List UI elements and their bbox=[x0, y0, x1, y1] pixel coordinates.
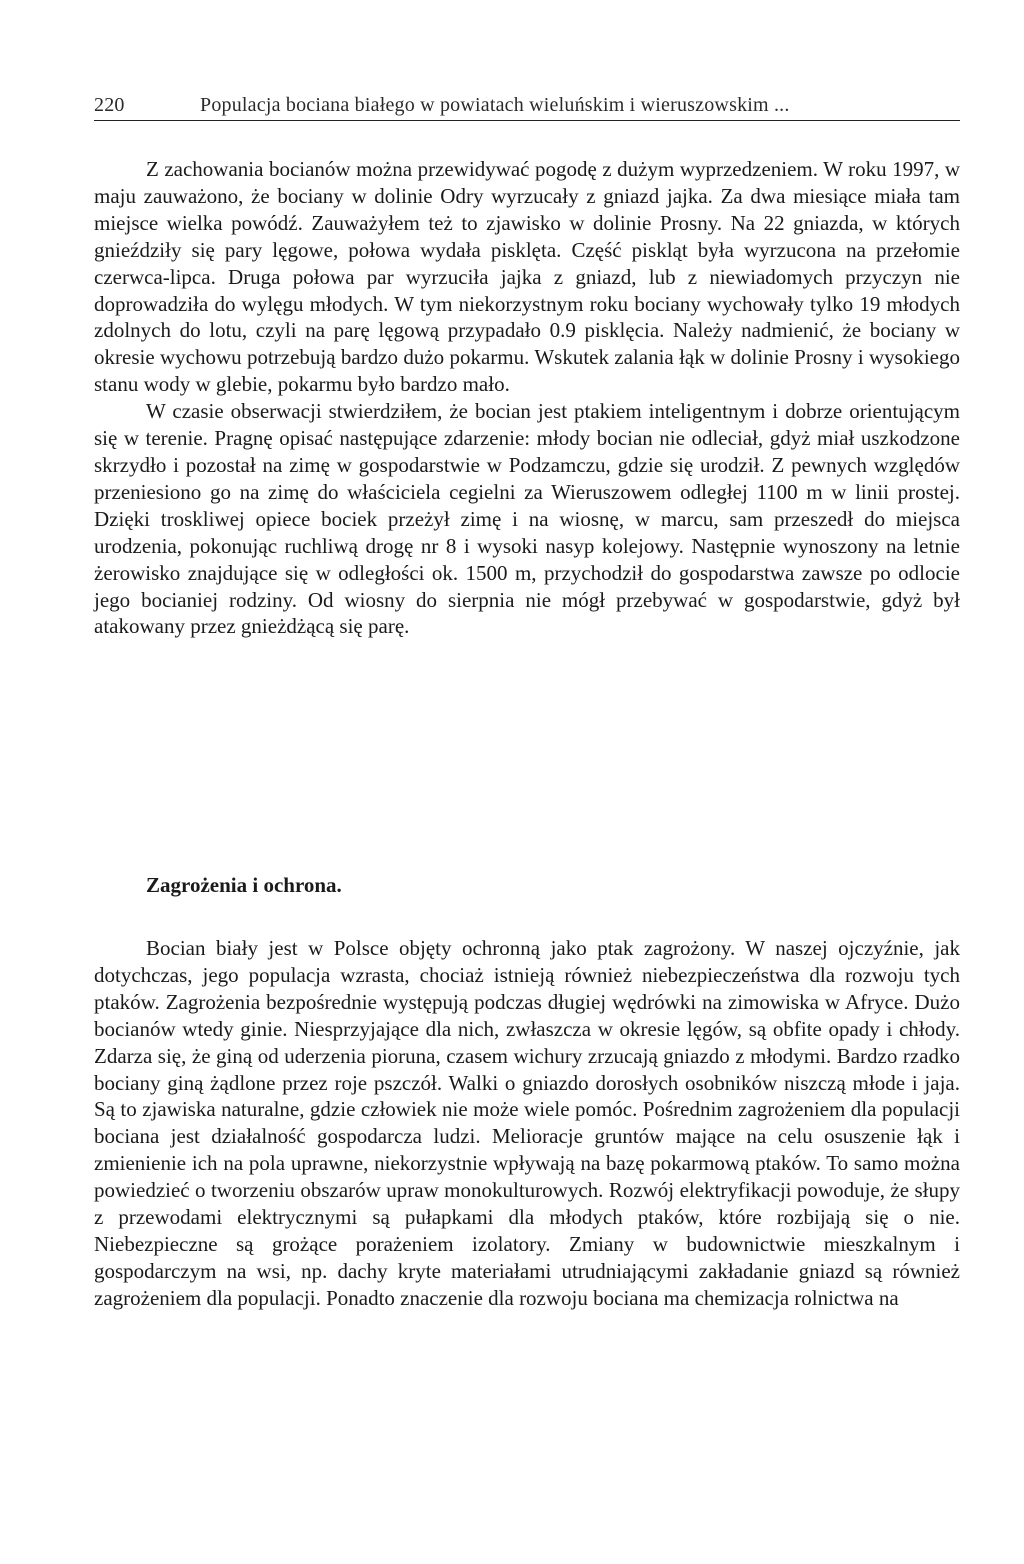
body-text-block bbox=[94, 156, 960, 640]
section-heading: Zagrożenia i ochrona. bbox=[146, 873, 342, 897]
page-number: 220 bbox=[94, 94, 125, 116]
paragraph: Bocian biały jest w Polsce objęty ochronną jako ptak zagrożony. W naszej ojczyźnie, jak dotychczas, jego populacja wzrasta, chociaż istnieją również niebezpieczeństwa dla rozwoju tych ptaków. Zagrożenia bezpośrednie występują podczas długiej wędrówki na zimowiska w Afryce. Dużo bocianów wtedy ginie. Niesprzyjające dla nich, zwłaszcza w okresie lęgów, są obfite opady i chłody. Zdarza się, że giną od uderzenia pioruna, czasem wichury zrzucają gniazdo z młodymi. Bardzo rzadko bociany giną żądlone przez roje pszczół. Walki o gniazdo dorosłych osobników niszczą młode i jaja. Są to zjawiska naturalne, gdzie człowiek nie może wiele pomóc. Pośrednim zagrożeniem dla populacji bociana jest działalność gospodarcza ludzi. Melioracje gruntów mające na celu osuszenie łąk i zmienienie ich na pola uprawne, niekorzystnie wpływają na bazę pokarmową ptaków. To samo można powiedzieć o tworzeniu obszarów upraw monokulturowych. Rozwój elektryfikacji powoduje, że słupy z przewodami elektrycznymi są pułapkami dla młodych ptaków, które rozbijają się o nie. Niebezpieczne są grożące porażeniem izolatory. Zmiany w budownictwie mieszkalnym i gospodarczym na wsi, np. dachy kryte materiałami utrudniającymi zakładanie gniazd są również zagrożeniem dla populacji. Ponadto znaczenie dla rozwoju bociana ma chemizacja rolnictwa na bbox=[94, 936, 960, 1310]
running-title: Populacja bociana białego w powiatach wieluńskim i wieruszowskim ... bbox=[200, 94, 790, 116]
paragraph: Z zachowania bocianów można przewidywać pogodę z dużym wyprzedzeniem. W roku 1997, w maju zauważono, że bociany w dolinie Odry wyrzucały z gniazd jajka. Za dwa miesiące miała tam miejsce wielka powódź. Zauważyłem też to zjawisko w dolinie Prosny. Na 22 gniazda, w których gnieździły się pary lęgowe, połowa wydała pisklęta. Część piskląt była wyrzucona na przełomie czerwca-lipca. Druga połowa par wyrzuciła jajka z gniazd, lub z niewiadomych przyczyn nie doprowadziła do wylęgu młodych. W tym niekorzystnym roku bociany wychowały tylko 19 młodych zdolnych do lotu, czyli na parę lęgową przypadało 0.9 pisklęcia. Należy nadmienić, że bociany w okresie wychowu potrzebują bardzo dużo pokarmu. Wskutek zalania łąk w dolinie Prosny i wysokiego stanu wody w glebie, pokarmu było bardzo mało. bbox=[94, 157, 960, 397]
running-header bbox=[94, 90, 960, 121]
section-text-block bbox=[94, 935, 960, 1312]
paragraph: W czasie obserwacji stwierdziłem, że bocian jest ptakiem inteligentnym i dobrze orientującym się w terenie. Pragnę opisać następujące zdarzenie: młody bocian nie odleciał, gdyż miał uszkodzone skrzydło i pozostał na zimę w gospodarstwie w Podzamczu, gdzie się urodził. Z pewnych względów przeniesiono go na zimę do właściciela cegielni za Wieruszowem odległej 1100 m w linii prostej. Dzięki troskliwej opiece bociek przeżył zimę i na wiosnę, w marcu, sam przeszedł do miejsca urodzenia, pokonując ruchliwą drogę nr 8 i wysoki nasyp kolejowy. Następnie wynoszony na letnie żerowisko znajdujące się w odległości ok. 1500 m, przychodził do gospodarstwa zawsze po odlocie jego bocianiej rodziny. Od wiosny do sierpnia nie mógł przebywać w gospodarstwie, gdyż był atakowany przez gnieżdżącą się parę. bbox=[94, 399, 960, 639]
